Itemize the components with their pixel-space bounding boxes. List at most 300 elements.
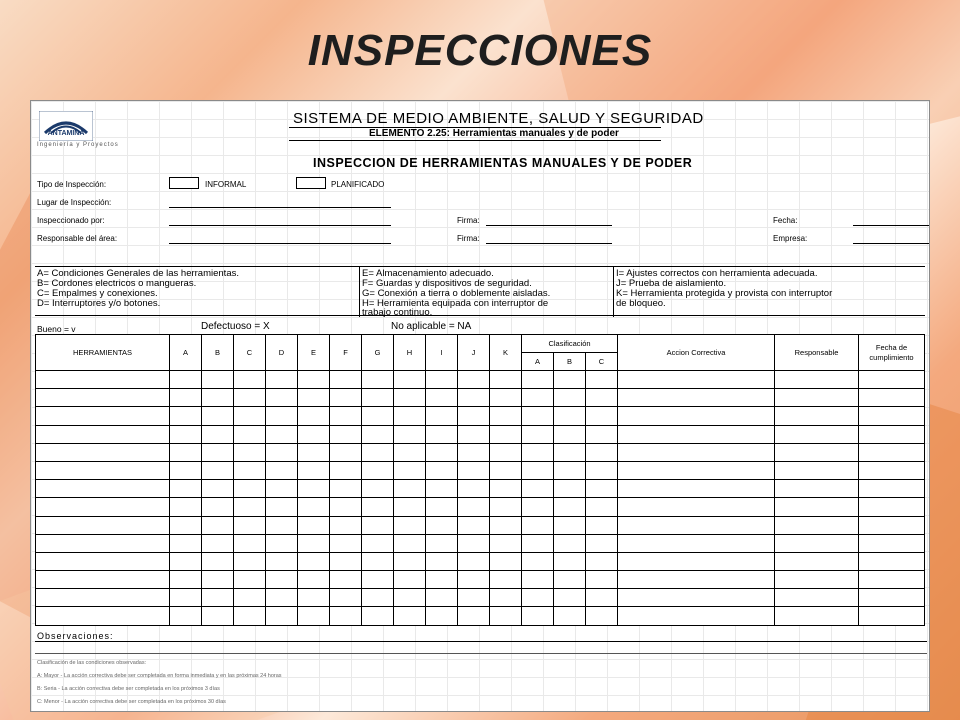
table-cell[interactable]	[36, 425, 170, 443]
observaciones-line[interactable]	[35, 641, 927, 642]
table-cell[interactable]	[775, 516, 859, 534]
table-cell[interactable]	[330, 534, 362, 552]
table-cell[interactable]	[170, 571, 202, 589]
table-cell[interactable]	[458, 407, 490, 425]
table-cell[interactable]	[170, 407, 202, 425]
table-cell[interactable]	[775, 498, 859, 516]
table-cell[interactable]	[234, 461, 266, 479]
table-cell[interactable]	[330, 498, 362, 516]
table-cell[interactable]	[394, 498, 426, 516]
table-cell[interactable]	[426, 480, 458, 498]
table-cell[interactable]	[775, 480, 859, 498]
responsable-area-field[interactable]	[169, 243, 391, 244]
table-cell[interactable]	[522, 371, 554, 389]
table-cell[interactable]	[554, 443, 586, 461]
table-body	[36, 371, 925, 626]
table-cell[interactable]	[266, 534, 298, 552]
table-cell[interactable]	[426, 589, 458, 607]
table-cell[interactable]	[298, 425, 330, 443]
table-cell[interactable]	[490, 389, 522, 407]
table-cell[interactable]	[618, 443, 775, 461]
table-cell[interactable]	[394, 443, 426, 461]
firma-field[interactable]	[486, 225, 612, 226]
table-cell[interactable]	[490, 371, 522, 389]
table-cell[interactable]	[202, 480, 234, 498]
table-cell[interactable]	[490, 534, 522, 552]
table-cell[interactable]	[36, 589, 170, 607]
table-cell[interactable]	[266, 480, 298, 498]
table-cell[interactable]	[586, 407, 618, 425]
table-cell[interactable]	[298, 589, 330, 607]
table-cell[interactable]	[859, 607, 925, 625]
criteria-header: I	[426, 335, 458, 371]
table-cell[interactable]	[202, 516, 234, 534]
table-cell[interactable]	[266, 552, 298, 570]
empresa-field[interactable]	[853, 243, 929, 244]
legend-item: G= Conexión a tierra o doblemente aisladas.	[362, 288, 551, 299]
legend-item: D= Interruptores y/o botones.	[37, 298, 161, 309]
table-cell[interactable]	[266, 571, 298, 589]
table-cell[interactable]	[554, 480, 586, 498]
table-cell[interactable]	[490, 589, 522, 607]
legend-item: H= Herramienta equipada con interruptor de	[362, 298, 549, 309]
table-cell[interactable]	[554, 371, 586, 389]
table-cell[interactable]	[234, 371, 266, 389]
table-cell[interactable]	[170, 389, 202, 407]
table-cell[interactable]	[170, 371, 202, 389]
table-cell[interactable]	[298, 443, 330, 461]
clasificacion-header: Clasificación	[522, 335, 618, 353]
table-cell[interactable]	[618, 607, 775, 625]
table-cell[interactable]	[458, 534, 490, 552]
firma-label: Firma:	[457, 216, 480, 225]
legend-item: K= Herramienta protegida y provista con interruptor	[616, 288, 833, 299]
criteria-header: B	[202, 335, 234, 371]
table-cell[interactable]	[36, 480, 170, 498]
inspeccionado-field[interactable]	[169, 225, 391, 226]
table-cell[interactable]	[458, 461, 490, 479]
table-cell[interactable]	[266, 589, 298, 607]
table-cell[interactable]	[362, 589, 394, 607]
table-cell[interactable]	[330, 571, 362, 589]
table-cell[interactable]	[170, 589, 202, 607]
table-cell[interactable]	[490, 607, 522, 625]
footer-note: Clasificación de las condiciones observadas:	[37, 660, 147, 666]
table-cell[interactable]	[266, 443, 298, 461]
table-cell[interactable]	[458, 571, 490, 589]
table-cell[interactable]	[426, 516, 458, 534]
table-cell[interactable]	[490, 425, 522, 443]
table-cell[interactable]	[170, 516, 202, 534]
table-cell[interactable]	[266, 498, 298, 516]
table-cell[interactable]	[362, 498, 394, 516]
table-cell[interactable]	[775, 534, 859, 552]
table-cell[interactable]	[458, 607, 490, 625]
table-cell[interactable]	[859, 534, 925, 552]
table-cell[interactable]	[458, 498, 490, 516]
table-cell[interactable]	[775, 371, 859, 389]
table-cell[interactable]	[586, 498, 618, 516]
table-cell[interactable]	[859, 516, 925, 534]
firma-field[interactable]	[486, 243, 612, 244]
table-cell[interactable]	[859, 389, 925, 407]
table-cell[interactable]	[394, 371, 426, 389]
table-row	[36, 461, 925, 479]
table-cell[interactable]	[266, 607, 298, 625]
table-cell[interactable]	[170, 498, 202, 516]
table-cell[interactable]	[202, 589, 234, 607]
table-cell[interactable]	[362, 371, 394, 389]
table-cell[interactable]	[202, 552, 234, 570]
table-cell[interactable]	[298, 534, 330, 552]
table-cell[interactable]	[298, 607, 330, 625]
table-cell[interactable]	[330, 589, 362, 607]
table-cell[interactable]	[170, 534, 202, 552]
table-row	[36, 607, 925, 625]
table-cell[interactable]	[394, 425, 426, 443]
table-cell[interactable]	[618, 461, 775, 479]
table-cell[interactable]	[202, 371, 234, 389]
empresa-label: Empresa:	[773, 234, 808, 243]
table-cell[interactable]	[394, 407, 426, 425]
table-cell[interactable]	[330, 389, 362, 407]
table-cell[interactable]	[426, 371, 458, 389]
table-cell[interactable]	[234, 498, 266, 516]
table-cell[interactable]	[618, 498, 775, 516]
table-cell[interactable]	[330, 516, 362, 534]
table-cell[interactable]	[234, 534, 266, 552]
table-cell[interactable]	[775, 407, 859, 425]
table-cell[interactable]	[618, 389, 775, 407]
table-cell[interactable]	[202, 407, 234, 425]
table-cell[interactable]	[362, 425, 394, 443]
table-cell[interactable]	[202, 389, 234, 407]
table-cell[interactable]	[170, 552, 202, 570]
lugar-field[interactable]	[169, 207, 391, 208]
table-cell[interactable]	[458, 443, 490, 461]
table-cell[interactable]	[298, 516, 330, 534]
table-cell[interactable]	[36, 516, 170, 534]
table-cell[interactable]	[554, 571, 586, 589]
table-cell[interactable]	[586, 389, 618, 407]
table-cell[interactable]	[394, 589, 426, 607]
table-cell[interactable]	[458, 371, 490, 389]
table-cell[interactable]	[426, 552, 458, 570]
table-cell[interactable]	[298, 552, 330, 570]
table-cell[interactable]	[618, 552, 775, 570]
table-cell[interactable]	[394, 571, 426, 589]
table-cell[interactable]	[859, 407, 925, 425]
table-cell[interactable]	[362, 552, 394, 570]
table-cell[interactable]	[859, 425, 925, 443]
table-cell[interactable]	[426, 389, 458, 407]
table-cell[interactable]	[426, 498, 458, 516]
table-cell[interactable]	[298, 389, 330, 407]
table-cell[interactable]	[36, 571, 170, 589]
table-cell[interactable]	[170, 480, 202, 498]
criteria-header: D	[266, 335, 298, 371]
table-cell[interactable]	[234, 607, 266, 625]
table-row	[36, 498, 925, 516]
table-cell[interactable]	[234, 443, 266, 461]
table-cell[interactable]	[458, 516, 490, 534]
table-cell[interactable]	[298, 461, 330, 479]
table-cell[interactable]	[202, 607, 234, 625]
table-cell[interactable]	[618, 480, 775, 498]
legend-item: E= Almacenamiento adecuado.	[362, 268, 494, 279]
table-cell[interactable]	[36, 407, 170, 425]
table-cell[interactable]	[36, 552, 170, 570]
table-cell[interactable]	[298, 571, 330, 589]
table-cell[interactable]	[775, 552, 859, 570]
table-cell[interactable]	[522, 389, 554, 407]
herramientas-header: HERRAMIENTAS	[36, 335, 170, 371]
inspection-form	[30, 100, 930, 712]
table-cell[interactable]	[458, 552, 490, 570]
table-cell[interactable]	[202, 498, 234, 516]
table-cell[interactable]	[522, 480, 554, 498]
table-row	[36, 425, 925, 443]
table-cell[interactable]	[330, 443, 362, 461]
table-cell[interactable]	[394, 607, 426, 625]
table-cell[interactable]	[394, 534, 426, 552]
table-cell[interactable]	[522, 516, 554, 534]
slide-title: INSPECCIONES	[307, 26, 653, 75]
table-cell[interactable]	[554, 407, 586, 425]
table-cell[interactable]	[618, 425, 775, 443]
table-cell[interactable]	[362, 480, 394, 498]
table-cell[interactable]	[362, 516, 394, 534]
table-cell[interactable]	[266, 516, 298, 534]
table-cell[interactable]	[394, 516, 426, 534]
tipo-inspeccion-label: Tipo de Inspección:	[37, 180, 107, 189]
table-cell[interactable]	[298, 498, 330, 516]
table-cell[interactable]	[522, 607, 554, 625]
legend-item: F= Guardas y dispositivos de seguridad.	[362, 278, 532, 289]
table-cell[interactable]	[490, 571, 522, 589]
table-cell[interactable]	[490, 461, 522, 479]
table-cell[interactable]	[775, 607, 859, 625]
planificado-checkbox[interactable]	[296, 177, 326, 189]
table-cell[interactable]	[202, 443, 234, 461]
table-cell[interactable]	[202, 425, 234, 443]
table-cell[interactable]	[586, 443, 618, 461]
table-cell[interactable]	[554, 607, 586, 625]
table-cell[interactable]	[775, 389, 859, 407]
table-cell[interactable]	[522, 589, 554, 607]
table-row	[36, 552, 925, 570]
table-cell[interactable]	[330, 407, 362, 425]
table-cell[interactable]	[859, 480, 925, 498]
table-cell[interactable]	[859, 589, 925, 607]
table-cell[interactable]	[458, 480, 490, 498]
table-cell[interactable]	[234, 480, 266, 498]
table-cell[interactable]	[554, 516, 586, 534]
table-cell[interactable]	[554, 552, 586, 570]
table-cell[interactable]	[554, 425, 586, 443]
table-row	[36, 589, 925, 607]
table-cell[interactable]	[775, 425, 859, 443]
table-cell[interactable]	[170, 461, 202, 479]
table-cell[interactable]	[775, 443, 859, 461]
table-cell[interactable]	[490, 443, 522, 461]
table-cell[interactable]	[490, 407, 522, 425]
table-cell[interactable]	[36, 461, 170, 479]
table-cell[interactable]	[586, 534, 618, 552]
table-cell[interactable]	[298, 407, 330, 425]
table-cell[interactable]	[266, 425, 298, 443]
table-cell[interactable]	[426, 571, 458, 589]
table-cell[interactable]	[362, 571, 394, 589]
table-cell[interactable]	[775, 571, 859, 589]
criteria-header: A	[170, 335, 202, 371]
table-cell[interactable]	[394, 461, 426, 479]
table-cell[interactable]	[859, 498, 925, 516]
table-cell[interactable]	[202, 534, 234, 552]
table-cell[interactable]	[618, 589, 775, 607]
legend-item: J= Prueba de aislamiento.	[616, 278, 727, 289]
table-cell[interactable]	[554, 461, 586, 479]
table-cell[interactable]	[330, 552, 362, 570]
table-cell[interactable]	[202, 461, 234, 479]
table-cell[interactable]	[362, 534, 394, 552]
table-cell[interactable]	[362, 389, 394, 407]
footer-note: C: Menor - La acción correctiva debe ser completada en los próximos 30 días	[37, 699, 226, 705]
table-cell[interactable]	[586, 607, 618, 625]
table-cell[interactable]	[394, 389, 426, 407]
divider	[613, 267, 614, 317]
table-cell[interactable]	[586, 571, 618, 589]
table-cell[interactable]	[554, 498, 586, 516]
table-cell[interactable]	[234, 516, 266, 534]
table-cell[interactable]	[330, 607, 362, 625]
table-cell[interactable]	[266, 371, 298, 389]
table-cell[interactable]	[458, 425, 490, 443]
informal-checkbox[interactable]	[169, 177, 199, 189]
table-cell[interactable]	[394, 480, 426, 498]
table-cell[interactable]	[202, 571, 234, 589]
criteria-header: E	[298, 335, 330, 371]
table-cell[interactable]	[490, 552, 522, 570]
table-cell[interactable]	[234, 571, 266, 589]
table-cell[interactable]	[36, 371, 170, 389]
table-cell[interactable]	[330, 461, 362, 479]
table-cell[interactable]	[586, 552, 618, 570]
table-row	[36, 407, 925, 425]
table-cell[interactable]	[234, 389, 266, 407]
table-cell[interactable]	[522, 407, 554, 425]
table-cell[interactable]	[775, 461, 859, 479]
table-cell[interactable]	[586, 371, 618, 389]
table-cell[interactable]	[298, 480, 330, 498]
table-cell[interactable]	[362, 607, 394, 625]
table-cell[interactable]	[426, 607, 458, 625]
table-cell[interactable]	[170, 425, 202, 443]
table-cell[interactable]	[426, 534, 458, 552]
divider	[359, 267, 360, 317]
responsable-area-label: Responsable del área:	[37, 234, 118, 243]
table-cell[interactable]	[859, 461, 925, 479]
table-cell[interactable]	[426, 443, 458, 461]
table-cell[interactable]	[522, 534, 554, 552]
table-cell[interactable]	[859, 371, 925, 389]
table-cell[interactable]	[618, 371, 775, 389]
key-defectuoso: Defectuoso = X	[201, 321, 270, 332]
table-cell[interactable]	[234, 425, 266, 443]
table-cell[interactable]	[36, 498, 170, 516]
table-cell[interactable]	[490, 516, 522, 534]
table-cell[interactable]	[426, 425, 458, 443]
table-cell[interactable]	[266, 461, 298, 479]
table-cell[interactable]	[490, 498, 522, 516]
table-cell[interactable]	[170, 607, 202, 625]
table-cell[interactable]	[618, 516, 775, 534]
table-cell[interactable]	[362, 443, 394, 461]
divider	[35, 653, 927, 654]
table-cell[interactable]	[586, 480, 618, 498]
table-cell[interactable]	[458, 589, 490, 607]
table-cell[interactable]	[234, 407, 266, 425]
table-cell[interactable]	[330, 371, 362, 389]
table-cell[interactable]	[266, 389, 298, 407]
table-cell[interactable]	[234, 552, 266, 570]
table-cell[interactable]	[522, 443, 554, 461]
table-cell[interactable]	[586, 461, 618, 479]
table-cell[interactable]	[490, 480, 522, 498]
table-cell[interactable]	[618, 407, 775, 425]
table-cell[interactable]	[36, 534, 170, 552]
table-cell[interactable]	[362, 407, 394, 425]
table-cell[interactable]	[330, 425, 362, 443]
table-cell[interactable]	[362, 461, 394, 479]
table-cell[interactable]	[36, 443, 170, 461]
table-cell[interactable]	[554, 389, 586, 407]
table-cell[interactable]	[298, 371, 330, 389]
planificado-label: PLANIFICADO	[331, 180, 385, 189]
table-cell[interactable]	[426, 461, 458, 479]
table-cell[interactable]	[554, 589, 586, 607]
table-cell[interactable]	[234, 589, 266, 607]
table-cell[interactable]	[330, 480, 362, 498]
table-cell[interactable]	[618, 571, 775, 589]
table-cell[interactable]	[522, 425, 554, 443]
fecha-field[interactable]	[853, 225, 929, 226]
table-cell[interactable]	[775, 589, 859, 607]
table-cell[interactable]	[586, 589, 618, 607]
table-cell[interactable]	[36, 389, 170, 407]
table-cell[interactable]	[522, 552, 554, 570]
table-cell[interactable]	[586, 425, 618, 443]
table-cell[interactable]	[586, 516, 618, 534]
table-cell[interactable]	[522, 498, 554, 516]
table-cell[interactable]	[859, 443, 925, 461]
table-cell[interactable]	[394, 552, 426, 570]
table-cell[interactable]	[458, 389, 490, 407]
table-cell[interactable]	[36, 607, 170, 625]
table-row	[36, 480, 925, 498]
table-cell[interactable]	[554, 534, 586, 552]
class-header: B	[554, 353, 586, 371]
table-row	[36, 389, 925, 407]
table-cell[interactable]	[859, 571, 925, 589]
table-cell[interactable]	[522, 461, 554, 479]
table-cell[interactable]	[266, 407, 298, 425]
table-cell[interactable]	[170, 443, 202, 461]
table-cell[interactable]	[522, 571, 554, 589]
table-cell[interactable]	[618, 534, 775, 552]
table-cell[interactable]	[426, 407, 458, 425]
table-cell[interactable]	[859, 552, 925, 570]
